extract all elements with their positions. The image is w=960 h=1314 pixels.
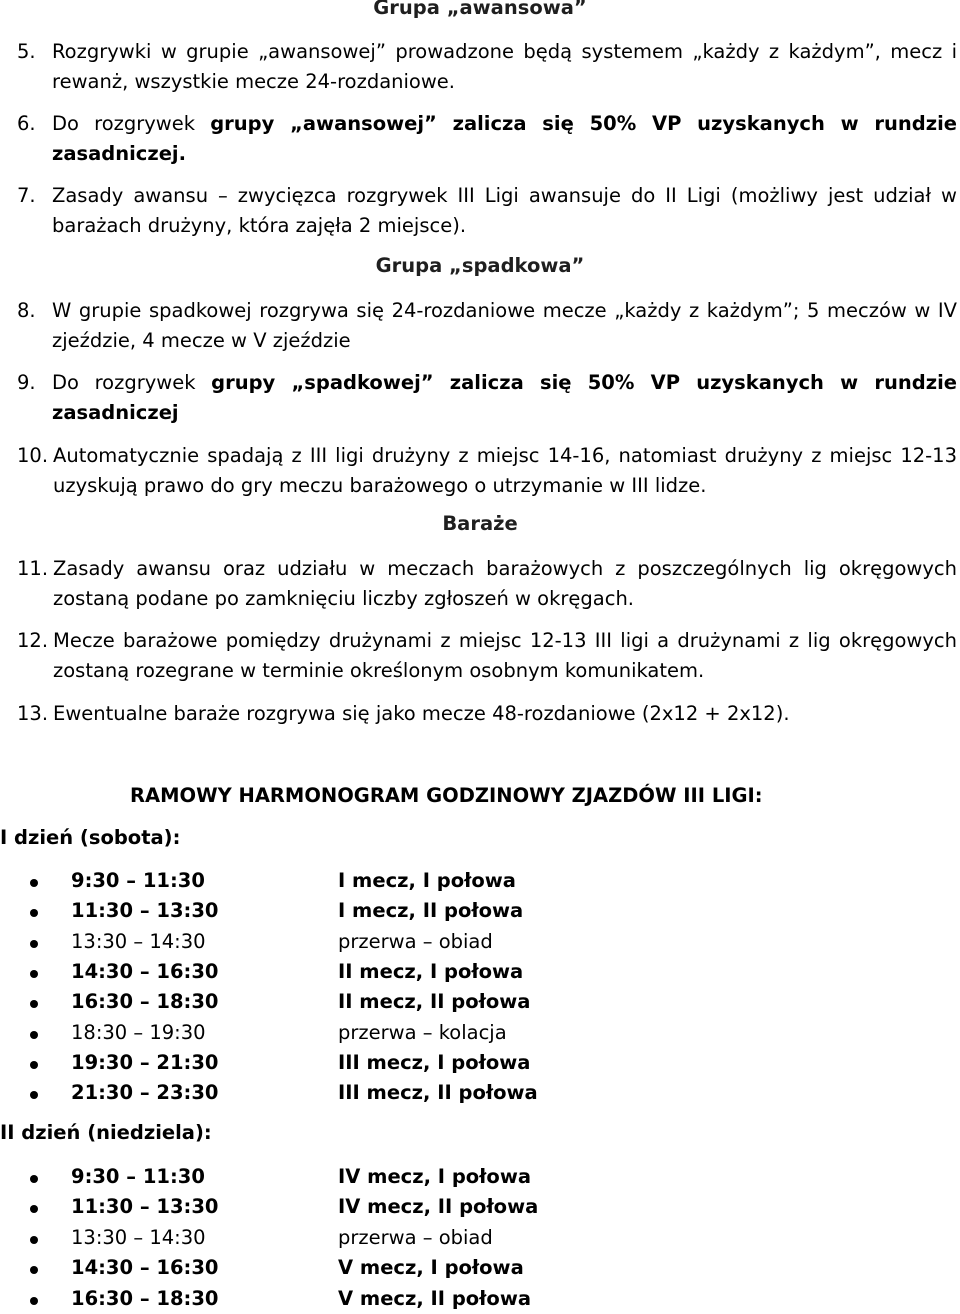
schedule-row xyxy=(30,1018,630,1048)
schedule-time: 13:30 – 14:30 xyxy=(71,930,206,953)
schedule-title: RAMOWY HARMONOGRAM GODZINOWY ZJAZDÓW III LIGI: xyxy=(130,784,763,807)
rule-item-9 xyxy=(17,368,957,428)
item-text: W grupie spadkowej rozgrywa się 24-rozdaniowe mecze „każdy z każdym”; 5 meczów w IV zjeździe, 4 mecze w V zjeździe xyxy=(52,299,957,352)
item-number: 12. xyxy=(17,629,49,652)
heading-baraze: Baraże xyxy=(442,512,518,535)
bullet-icon xyxy=(30,1000,38,1008)
schedule-row xyxy=(30,957,630,987)
bullet-icon xyxy=(30,1236,38,1244)
schedule-desc: I mecz, I połowa xyxy=(338,869,516,892)
schedule-row xyxy=(30,866,630,896)
schedule-desc: I mecz, II połowa xyxy=(338,899,524,922)
schedule-desc: V mecz, II połowa xyxy=(338,1287,531,1310)
bullet-icon xyxy=(30,1297,38,1305)
item-text-plain: Do rozgrywek xyxy=(52,112,211,135)
item-text-plain: Do rozgrywek xyxy=(52,371,212,394)
bullet-icon xyxy=(30,1175,38,1183)
rule-item-6 xyxy=(17,109,957,169)
schedule-row xyxy=(30,1162,630,1192)
schedule-desc: II mecz, II połowa xyxy=(338,990,531,1013)
schedule-row xyxy=(30,1223,630,1253)
schedule-time: 14:30 – 16:30 xyxy=(71,1256,219,1279)
item-number: 6. xyxy=(17,112,36,135)
item-text: Automatycznie spadają z III ligi drużyny z miejsc 14-16, natomiast drużyny z miejsc 12-13 uzyskują prawo do gry meczu barażowego o utrzymanie w III lidze. xyxy=(53,444,957,497)
schedule-row xyxy=(30,896,630,926)
schedule-row xyxy=(30,927,630,957)
bullet-icon xyxy=(30,1031,38,1039)
schedule-desc: IV mecz, I połowa xyxy=(338,1165,531,1188)
schedule-desc: przerwa – obiad xyxy=(338,1226,493,1249)
schedule-desc: II mecz, I połowa xyxy=(338,960,524,983)
rule-item-8 xyxy=(17,296,957,356)
schedule-row xyxy=(30,987,630,1017)
schedule-row xyxy=(30,1048,630,1078)
rule-item-12 xyxy=(17,626,957,686)
schedule-time: 11:30 – 13:30 xyxy=(71,1195,219,1218)
item-text-bold: grupy „awansowej” zalicza się 50% VP uzyskanych w rundzie zasadniczej. xyxy=(52,112,957,165)
schedule-time: 11:30 – 13:30 xyxy=(71,899,219,922)
rule-item-13 xyxy=(17,699,957,729)
schedule-time: 14:30 – 16:30 xyxy=(71,960,219,983)
schedule-time: 9:30 – 11:30 xyxy=(71,869,205,892)
item-number: 7. xyxy=(17,184,36,207)
schedule-time: 13:30 – 14:30 xyxy=(71,1226,206,1249)
item-number: 8. xyxy=(17,299,36,322)
bullet-icon xyxy=(30,1205,38,1213)
schedule-row xyxy=(30,1192,630,1222)
item-text-bold: grupy „spadkowej” zalicza się 50% VP uzyskanych w rundzie zasadniczej xyxy=(52,371,957,424)
rule-item-11 xyxy=(17,554,957,614)
schedule-desc: IV mecz, II połowa xyxy=(338,1195,539,1218)
item-number: 9. xyxy=(17,371,36,394)
item-number: 11. xyxy=(17,557,49,580)
day-1-label: I dzień (sobota): xyxy=(0,826,181,849)
rule-item-7 xyxy=(17,181,957,241)
schedule-desc: III mecz, I połowa xyxy=(338,1051,531,1074)
item-number: 13. xyxy=(17,702,49,725)
bullet-icon xyxy=(30,1091,38,1099)
schedule-row xyxy=(30,1078,630,1108)
heading-grupa-spadkowa: Grupa „spadkowa” xyxy=(375,254,585,277)
bullet-icon xyxy=(30,970,38,978)
schedule-time: 9:30 – 11:30 xyxy=(71,1165,205,1188)
item-number: 5. xyxy=(17,40,36,63)
item-text: Ewentualne baraże rozgrywa się jako mecze 48-rozdaniowe (2x12 + 2x12). xyxy=(53,702,790,725)
bullet-icon xyxy=(30,940,38,948)
rule-item-5 xyxy=(17,37,957,97)
bullet-icon xyxy=(30,1266,38,1274)
schedule-desc: przerwa – obiad xyxy=(338,930,493,953)
item-text xyxy=(52,368,957,428)
schedule-time: 18:30 – 19:30 xyxy=(71,1021,206,1044)
day-2-label: II dzień (niedziela): xyxy=(0,1121,212,1144)
bullet-icon xyxy=(30,879,38,887)
schedule-time: 21:30 – 23:30 xyxy=(71,1081,219,1104)
heading-grupa-awansowa: Grupa „awansowa” xyxy=(373,0,587,19)
schedule-time: 19:30 – 21:30 xyxy=(71,1051,219,1074)
item-text xyxy=(52,109,957,169)
item-text: Mecze barażowe pomiędzy drużynami z miejsc 12-13 III ligi a drużynami z lig okręgowych zostaną rozegrane w terminie określonym osobnym komunikatem. xyxy=(53,629,957,682)
schedule-desc: III mecz, II połowa xyxy=(338,1081,538,1104)
item-text: Rozgrywki w grupie „awansowej” prowadzone będą systemem „każdy z każdym”, mecz i rewanż, wszystkie mecze 24-rozdaniowe. xyxy=(52,40,957,93)
item-text: Zasady awansu oraz udziału w meczach barażowych z poszczególnych lig okręgowych zostaną podane po zamknięciu liczby zgłoszeń w okręgach. xyxy=(53,557,957,610)
bullet-icon xyxy=(30,1061,38,1069)
schedule-row xyxy=(30,1253,630,1283)
bullet-icon xyxy=(30,909,38,917)
rule-item-10 xyxy=(17,441,957,501)
schedule-desc: V mecz, I połowa xyxy=(338,1256,524,1279)
item-number: 10. xyxy=(17,444,49,467)
item-text: Zasady awansu – zwycięzca rozgrywek III Ligi awansuje do II Ligi (możliwy jest udział w barażach drużyny, która zajęła 2 miejsce). xyxy=(52,184,957,237)
schedule-time: 16:30 – 18:30 xyxy=(71,1287,219,1310)
schedule-time: 16:30 – 18:30 xyxy=(71,990,219,1013)
schedule-row xyxy=(30,1284,630,1314)
schedule-desc: przerwa – kolacja xyxy=(338,1021,507,1044)
